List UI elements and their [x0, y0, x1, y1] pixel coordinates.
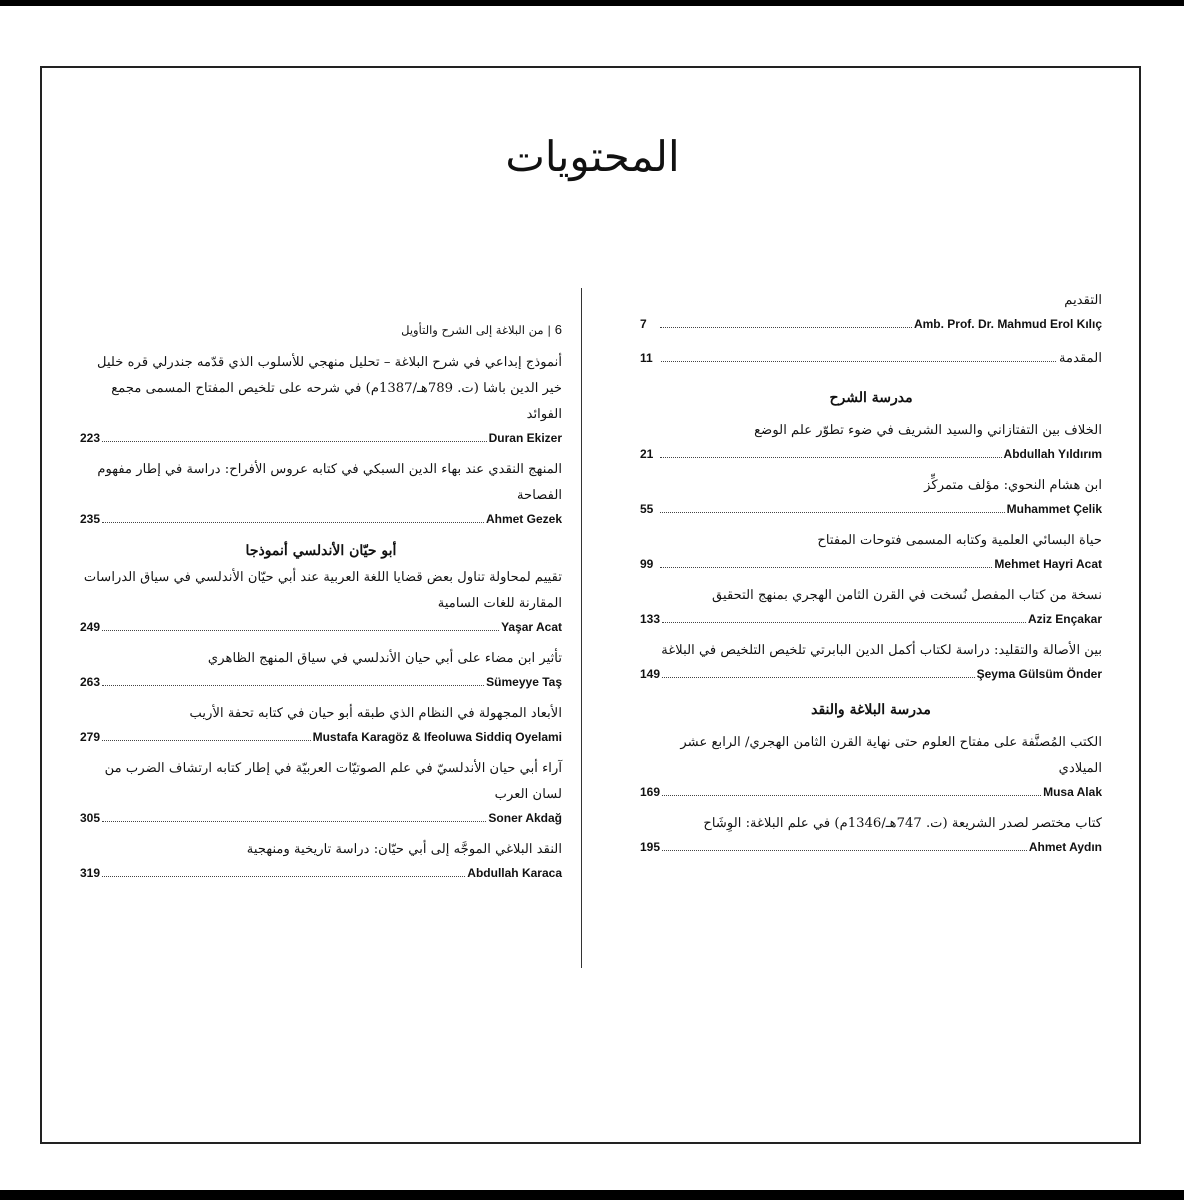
dot-leader [102, 629, 499, 631]
entry-title: المقدمة [1058, 351, 1102, 366]
running-book-title: من البلاغة إلى الشرح والتأويل [401, 323, 544, 337]
toc-entry [640, 811, 1102, 857]
entry-author: Muhammet Çelik [1006, 502, 1102, 516]
page-title: المحتويات [505, 132, 680, 181]
entry-author: Abdullah Yıldırım [1003, 447, 1102, 461]
dot-leader [662, 676, 975, 678]
entry-page: 195 [640, 840, 661, 854]
entry-line [640, 782, 1102, 802]
toc-entry [80, 756, 562, 828]
entry-title: أنموذج إبداعي في شرح البلاغة – تحليل منهجي للأسلوب الذي قدّمه جندرلي قره خليل خير الدين باشا (ت. 789هـ/1387م) في شرحه على تلخيص المفتاح المسمى مجمع الفوائد [96, 355, 562, 422]
dot-leader [102, 684, 484, 686]
entry-title: الكتب المُصنَّفة على مفتاح العلوم حتى نهاية القرن الثامن الهجري/ الرابع عشر الميلادي [680, 735, 1102, 776]
entry-author: Ahmet Gezek [485, 512, 562, 526]
entry-author: Mustafa Karagöz & Ifeoluwa Siddiq Oyelami [312, 730, 562, 744]
toc-entry [80, 837, 562, 883]
entry-author: Sümeyye Taş [486, 675, 562, 689]
entry-line [640, 664, 1102, 684]
entry-title: النقد البلاغي الموجَّه إلى أبي حيّان: دراسة تاريخية ومنهجية [246, 842, 562, 857]
entry-title: نسخة من كتاب المفصل نُسخت في القرن الثامن الهجري بمنهج التحقيق [712, 588, 1102, 603]
entry-author: Soner Akdağ [488, 811, 562, 825]
entry-line [80, 863, 562, 883]
entry-line [640, 314, 1102, 334]
toc-entry [80, 457, 562, 529]
toc-entry [640, 528, 1102, 574]
entry-author: Şeyma Gülsüm Önder [976, 667, 1102, 681]
entry-line [640, 554, 1102, 574]
entry-title: ابن هشام النحوي: مؤلف متمركِّز [924, 478, 1102, 493]
entry-title: الأبعاد المجهولة في النظام الذي طبقه أبو حيان في كتابه تحفة الأريب [189, 706, 562, 721]
entry-page: 149 [640, 667, 661, 681]
entry-line [640, 609, 1102, 629]
entry-author: Amb. Prof. Dr. Mahmud Erol Kılıç [913, 317, 1102, 331]
toc-entry [640, 583, 1102, 629]
entry-line [80, 428, 562, 448]
section-heading: أبو حيّان الأندلسي أنموذجا [245, 543, 397, 559]
entry-title: التقديم [1064, 293, 1102, 308]
toc-entry [80, 350, 562, 448]
dot-leader [661, 360, 1056, 362]
entry-title: حياة البسائي العلمية وكتابه المسمى فتوحات المفتاح [817, 533, 1102, 548]
left-column [80, 320, 562, 892]
entry-line [80, 808, 562, 828]
entry-title: آراء أبي حيان الأندلسيّ في علم الصوتيّات العربيّة في إطار كتابه ارتشاف الضرب من لسان العرب [104, 761, 562, 802]
dot-leader [102, 739, 311, 741]
top-border-bar [0, 0, 1184, 6]
entry-author: Mehmet Hayri Acat [994, 557, 1102, 571]
dot-leader [660, 566, 992, 568]
column-divider [581, 288, 582, 968]
toc-entry [80, 565, 562, 637]
running-header [80, 320, 562, 340]
toc-entry [640, 730, 1102, 802]
dot-leader [660, 511, 1005, 513]
entry-title: تقييم لمحاولة تناول بعض قضايا اللغة العربية عند أبي حيّان الأندلسي في سياق الدراسات المقارنة للغات السامية [83, 570, 562, 611]
entry-page: 263 [80, 675, 101, 689]
entry-page: 169 [640, 785, 661, 799]
entry-title: المنهج النقدي عند بهاء الدين السبكي في كتابه عروس الأفراح: دراسة في إطار مفهوم الفصاحة [97, 462, 562, 503]
entry-page: 11 [640, 351, 653, 365]
running-page-number: 6 [554, 322, 562, 337]
entry-author: Duran Ekizer [488, 431, 562, 445]
entry-page: 133 [640, 612, 661, 626]
entry-page: 99 [640, 557, 654, 571]
section-heading: مدرسة الشرح [829, 390, 913, 406]
dot-leader [102, 521, 484, 523]
entry-page: 21 [640, 447, 654, 461]
right-column [640, 288, 1102, 866]
entry-page: 7 [640, 317, 647, 331]
document-page [40, 66, 1141, 1144]
entry-line [80, 617, 562, 637]
toc-entry [80, 701, 562, 747]
entry-author: Aziz Ençakar [1027, 612, 1102, 626]
running-separator: | [547, 323, 552, 337]
entry-author: Musa Alak [1043, 785, 1102, 799]
dot-leader [662, 849, 1027, 851]
toc-entry [640, 473, 1102, 519]
section-heading: مدرسة البلاغة والنقد [811, 702, 931, 718]
entry-title: كتاب مختصر لصدر الشريعة (ت. 747هـ/1346م) في علم البلاغة: الوِشَاح [703, 816, 1102, 831]
entry-page: 279 [80, 730, 101, 744]
entry-line [640, 444, 1102, 464]
entry-line [80, 672, 562, 692]
bottom-border-bar [0, 1190, 1184, 1200]
toc-entry [640, 638, 1102, 684]
entry-title: تأثير ابن مضاء على أبي حيان الأندلسي في سياق المنهج الظاهري [207, 651, 562, 666]
dot-leader [660, 326, 912, 328]
entry-line [640, 499, 1102, 519]
entry-line [640, 837, 1102, 857]
dot-leader [102, 820, 486, 822]
toc-entry [80, 646, 562, 692]
entry-page: 223 [80, 431, 101, 445]
dot-leader [102, 875, 465, 877]
entry-author: Abdullah Karaca [467, 866, 562, 880]
entry-line [80, 727, 562, 747]
dot-leader [660, 456, 1002, 458]
toc-entry-introduction [640, 346, 1102, 372]
entry-author: Ahmet Aydın [1028, 840, 1102, 854]
dot-leader [102, 440, 487, 442]
dot-leader [662, 794, 1041, 796]
entry-page: 235 [80, 512, 101, 526]
toc-entry-preface [640, 288, 1102, 334]
entry-title: الخلاف بين التفتازاني والسيد الشريف في ضوء تطوّر علم الوضع [754, 423, 1102, 438]
entry-page: 319 [80, 866, 101, 880]
entry-page: 249 [80, 620, 101, 634]
toc-entry [640, 418, 1102, 464]
entry-page: 55 [640, 502, 654, 516]
dot-leader [662, 621, 1026, 623]
entry-author: Yaşar Acat [501, 620, 562, 634]
entry-line [80, 509, 562, 529]
entry-title: بين الأصالة والتقليد: دراسة لكتاب أكمل الدين البابرتي تلخيص التلخيص في البلاغة [661, 643, 1102, 658]
entry-page: 305 [80, 811, 101, 825]
